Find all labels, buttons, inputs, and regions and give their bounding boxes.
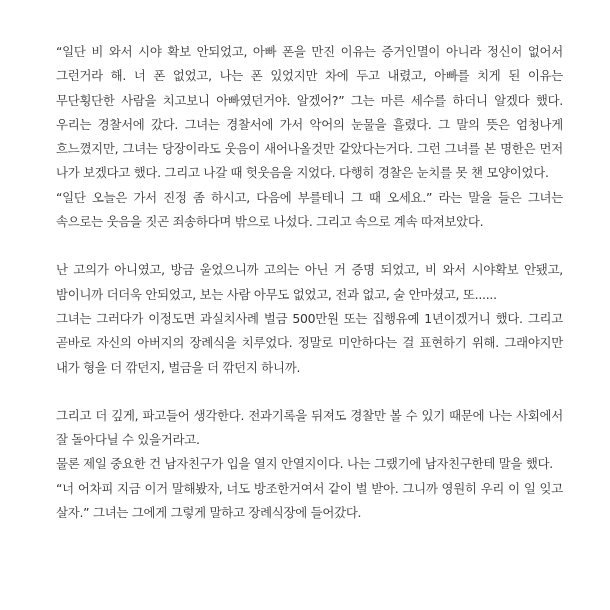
paragraph-4: 그녀는 그러다가 이정도면 과실치사례 벌금 500만원 또는 집행유예 1년이겠거니 했다. 그리고 곧바로 자신의 아버지의 장례식을 치루었다. 정말로 미안하다는 걸 표현하기 위해. 그래야지만 내가 형을 더 깎던지, 벌금을 더 깎던지 하니까.: [56, 310, 563, 375]
paragraph-3: 난 고의가 아니였고, 방금 울었으니까 고의는 아닌 거 증명 되었고, 비 와서 시야확보 안됐고, 밤이니까 더더욱 안되었고, 보는 사람 아무도 없었고, 전과 없고, 술 안마셨고, 또......: [56, 262, 563, 302]
paragraph-7: “너 어차피 지금 이거 말해봤자, 너도 방조한거여서 같이 벌 받아. 그니까 영원히 우리 이 일 잊고 살자.” 그녀는 그에게 그렇게 말하고 장례식장에 들어갔다.: [56, 480, 563, 521]
paragraph-5: 그리고 더 깊게, 파고들어 생각한다. 전과기록을 뒤져도 경찰만 볼 수 있기 때문에 나는 사회에서 잘 돌아다닐 수 있을거라고.: [56, 407, 563, 448]
paragraph-2: “일단 오늘은 가서 진정 좀 하시고, 다음에 부를테니 그 때 오세요.” 라는 말을 들은 그녀는 속으로는 웃음을 짓곤 죄송하다며 밖으로 나섰다. 그리고 속으로 계속 따져보았다.: [56, 189, 563, 230]
paragraph-1: “일단 비 와서 시야 확보 안되었고, 아빠 폰을 만진 이유는 증거인멸이 아니라 정신이 없어서 그런거라 해. 너 폰 없었고, 나는 폰 있었지만 차에 두고 내렸고, 아빠를 치게 된 이유는 무단횡단한 사람을 치고보니 아빠였던거야. 알겠어?” 그는 마른 세수를 하더니 알겠다 했다. 우리는 경찰서에 갔다. 그녀는 경찰서에 가서 악어의 눈물을 흘렸다. 그 말의 뜻은 엄청나게 흐느꼈지만, 그녀는 당장이라도 웃음이 새어나올것만 같았다는거다. 그런 그녀를 본 명한은 먼저 나가 보겠다고 했다. 그리고 나갈 때 헛웃음을 지었다. 다행히 경찰은 눈치를 못 챈 모양이었다.: [56, 44, 563, 181]
paragraph-6: 물론 제일 중요한 건 남자친구가 입을 열지 안열지이다. 나는 그랬기에 남자친구한테 말을 했다.: [56, 456, 553, 472]
paragraph-spacer: [56, 234, 563, 258]
paragraph-spacer: [56, 380, 563, 404]
